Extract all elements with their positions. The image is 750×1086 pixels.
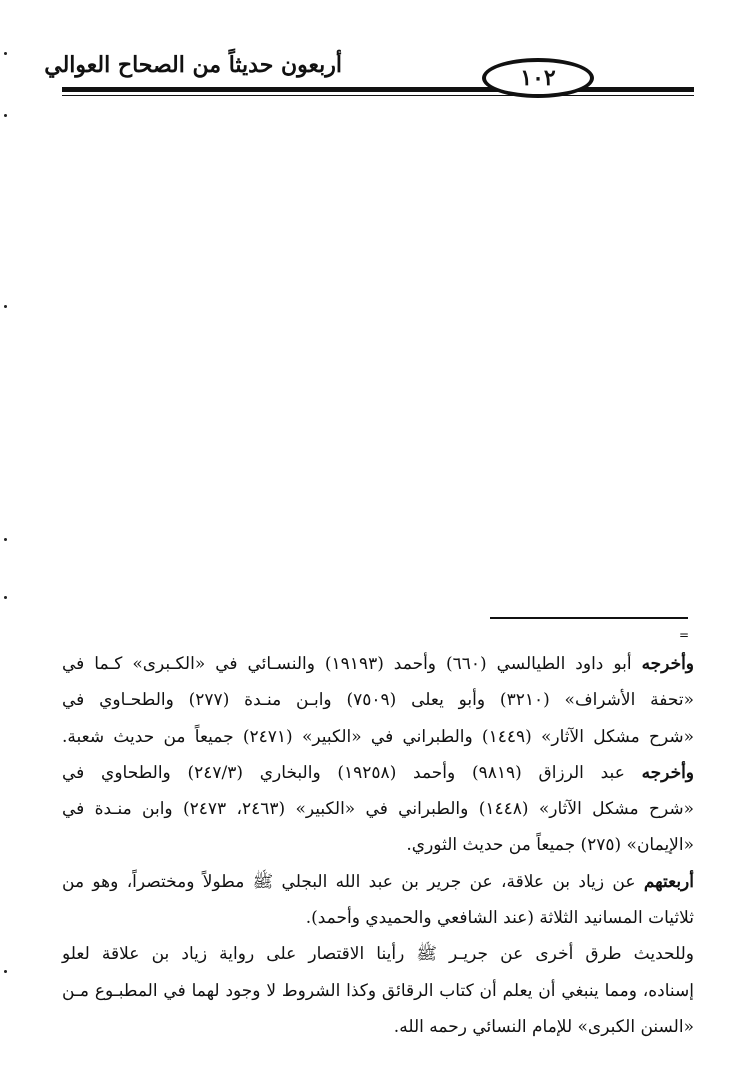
footnote-line-text: «السنن الكبرى» للإمام النسائي رحمه الله. <box>393 1016 694 1037</box>
page-number-badge <box>482 58 594 98</box>
footnote-line-text: ثلاثيات المسانيد الثلاثة (عند الشافعي والحميدي وأحمد). <box>305 908 694 929</box>
page-number: ١٠٢ <box>520 65 556 91</box>
header-rule-thick <box>62 87 694 92</box>
footnote-line <box>62 1009 694 1045</box>
footnote-line <box>62 936 694 972</box>
margin-speck <box>4 305 7 308</box>
footnote-line-text: إسناده، ومما ينبغي أن يعلم أن كتاب الرقائق وكذا الشروط لا وجود لهما في المطبـوع مـن <box>62 980 694 1001</box>
running-header-title: أربعون حديثاً من الصحاح العوالي <box>44 52 342 78</box>
margin-speck <box>4 52 7 55</box>
footnote-separator <box>490 617 688 619</box>
footnote-line <box>62 682 694 718</box>
footnote-line-text: عبد الرزاق (٩٨١٩) وأحمد (١٩٢٥٨) والبخاري (٢٤٧/٣) والطحاوي في <box>62 762 642 783</box>
footnote-line <box>62 791 694 827</box>
margin-speck <box>4 596 7 599</box>
footnote-line <box>62 646 694 682</box>
footnote-line-text: أبو داود الطيالسي (٦٦٠) وأحمد (١٩١٩٣) والنسـائي في «الكـبرى» كـما في <box>62 654 642 674</box>
footnote-keyword: أربعتهم <box>643 871 694 892</box>
header-rule-thin <box>62 95 694 96</box>
footnote-line-text: «تحفة الأشراف» (٣٢١٠) وأبو يعلى (٧٥٠٩) وابـن منـدة (٢٧٧) والطحـاوي في <box>62 690 694 711</box>
margin-speck <box>4 970 7 973</box>
footnote-line <box>62 827 694 863</box>
footnote-line-text: «شرح مشكل الآثار» (١٤٤٩) والطبراني في «الكبير» (٢٤٧١) جميعاً من حديث شعبة. <box>62 726 694 747</box>
footnote-keyword: وأخرجه <box>641 762 695 783</box>
footnote-line-text: «الإيمان» (٢٧٥) جميعاً من حديث الثوري. <box>406 835 694 856</box>
footnote-line <box>62 755 694 791</box>
footnote-line-text: وللحديث طرق أخرى عن جريـر ﷺ رأينا الاقتصار على رواية زياد بن علاقة لعلو <box>62 944 694 965</box>
footnote-line-text: «شرح مشكل الآثار» (١٤٤٨) والطبراني في «الكبير» (٢٤٦٣، ٢٤٧٣) وابن منـدة في <box>62 799 694 820</box>
margin-speck <box>4 538 7 541</box>
footnote-line-text: عن زياد بن علاقة، عن جرير بن عبد الله البجلي ﷺ مطولاً ومختصراً، وهو من <box>62 871 644 892</box>
footnote-text <box>62 646 694 1045</box>
footnote-line <box>62 973 694 1009</box>
margin-speck <box>4 114 7 117</box>
footnote-continuation-mark: = <box>679 628 690 642</box>
footnote-keyword: وأخرجه <box>641 654 695 674</box>
footnote-line <box>62 864 694 900</box>
footnote-line <box>62 900 694 936</box>
footnote-line <box>62 719 694 755</box>
